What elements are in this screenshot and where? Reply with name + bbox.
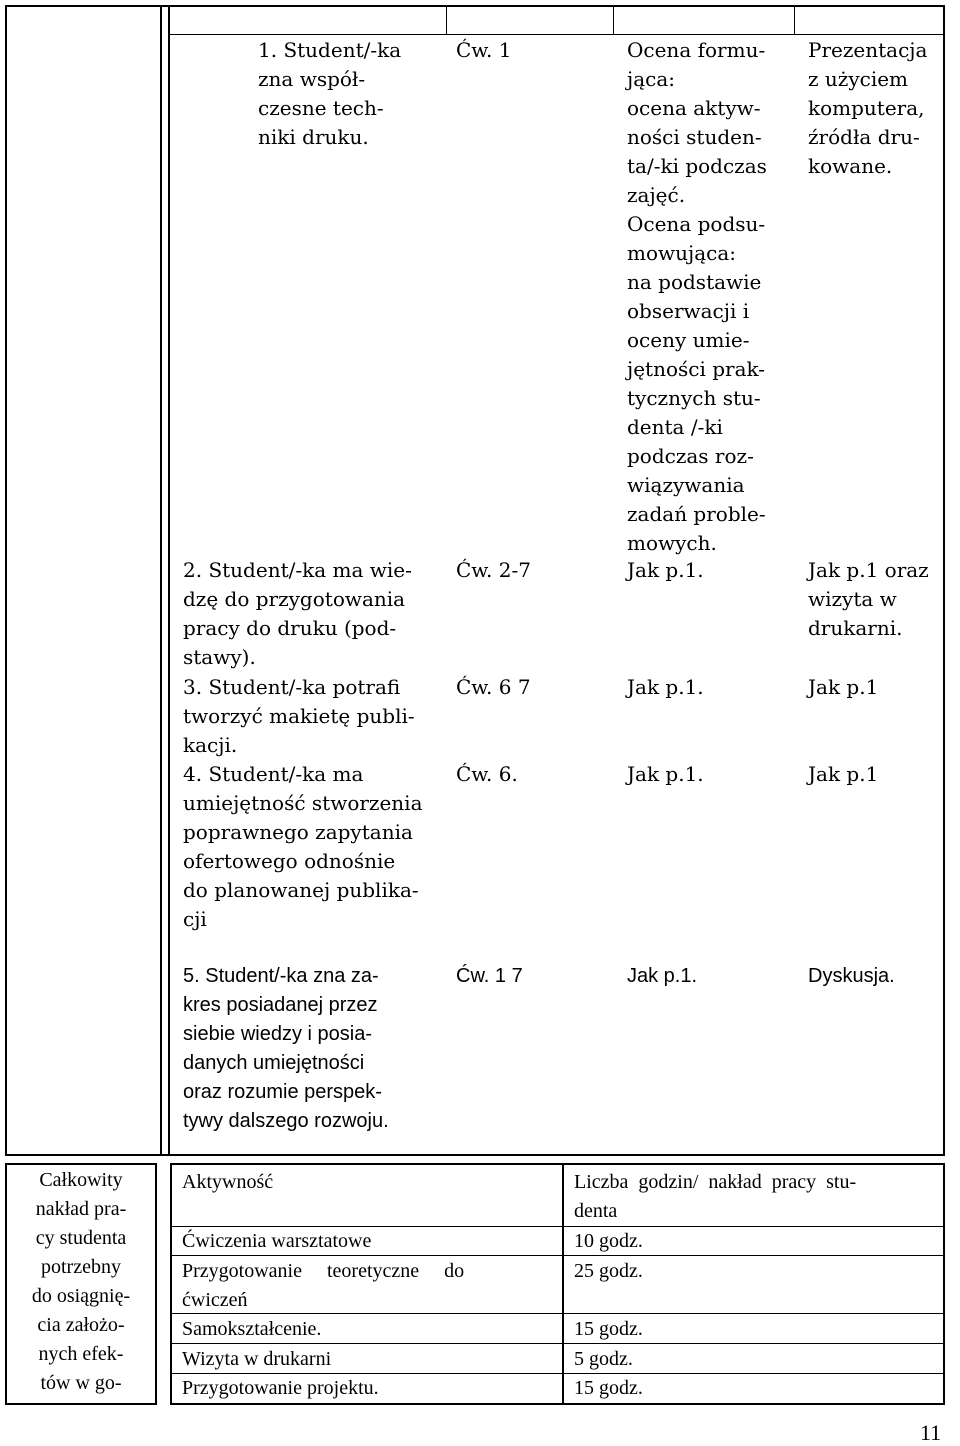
workload-header-hours: Liczba godzin/ nakład pracy stu- denta	[574, 1171, 857, 1222]
exercise-2: Ćw. 2-7	[456, 558, 531, 582]
workload-activity-3: Samokształcenie.	[182, 1318, 322, 1340]
outcome-1: 1. Student/-ka zna współ- czesne tech- niki druku.	[258, 38, 402, 149]
workload-activity-4: Wizyta w drukarni	[182, 1348, 332, 1370]
outcome-5: 5. Student/-ka zna za- kres posiadanej przez siebie wiedzy i posia- danych umiejętności oraz rozumie perspek- tywy dalszego rozwoju.	[183, 965, 389, 1132]
exercise-5: Ćw. 1 7	[456, 965, 523, 987]
workload-header-activity: Aktywność	[182, 1171, 274, 1193]
method-1: Prezentacja z użyciem komputera, źródła dru- kowane.	[808, 38, 928, 178]
assessment-4: Jak p.1.	[627, 762, 704, 786]
workload-hours-1: 10 godz.	[574, 1230, 643, 1252]
workload-activity-1: Ćwiczenia warsztatowe	[182, 1230, 372, 1252]
exercise-3: Ćw. 6 7	[456, 675, 531, 699]
workload-activity-2: Przygotowanie teoretyczne do ćwiczeń	[182, 1260, 465, 1311]
exercise-4: Ćw. 6.	[456, 762, 518, 786]
outcome-2: 2. Student/-ka ma wie- dzę do przygotowania pracy do druku (pod- stawy).	[183, 558, 412, 669]
workload-hours-4: 5 godz.	[574, 1348, 633, 1370]
workload-hours-5: 15 godz.	[574, 1377, 643, 1399]
outcome-3: 3. Student/-ka potrafi tworzyć makietę publi- kacji.	[183, 675, 415, 757]
assessment-5: Jak p.1.	[627, 965, 698, 987]
assessment-2: Jak p.1.	[627, 558, 704, 582]
workload-hours-2: 25 godz.	[574, 1260, 643, 1282]
workload-activity-5: Przygotowanie projektu.	[182, 1377, 379, 1399]
assessment-3: Jak p.1.	[627, 675, 704, 699]
page-number: 11	[920, 1420, 942, 1445]
method-5: Dyskusja.	[808, 965, 895, 987]
workload-side-label: Całkowity nakład pra- cy studenta potrzebny do osiągnię- cia założo- nych efek- tów w go-	[31, 1169, 131, 1394]
workload-hours-3: 15 godz.	[574, 1318, 643, 1340]
outcome-4: 4. Student/-ka ma umiejętność stworzenia poprawnego zapytania ofertowego odnośnie do planowanej publika- cji	[183, 762, 423, 931]
method-4: Jak p.1	[808, 762, 879, 786]
assessment-1: Ocena formu- jąca: ocena aktyw- ności studen- ta/-ki podczas zajęć. Ocena podsu- mowująca: na podstawie obserwacji i oceny umie- jętności prak- tycznych stu- denta /-ki podczas roz- wiązywania zadań proble- mowych.	[627, 38, 767, 555]
exercise-1: Ćw. 1	[456, 38, 512, 62]
method-2: Jak p.1 oraz wizyta w drukarni.	[808, 558, 929, 640]
method-3: Jak p.1	[808, 675, 879, 699]
